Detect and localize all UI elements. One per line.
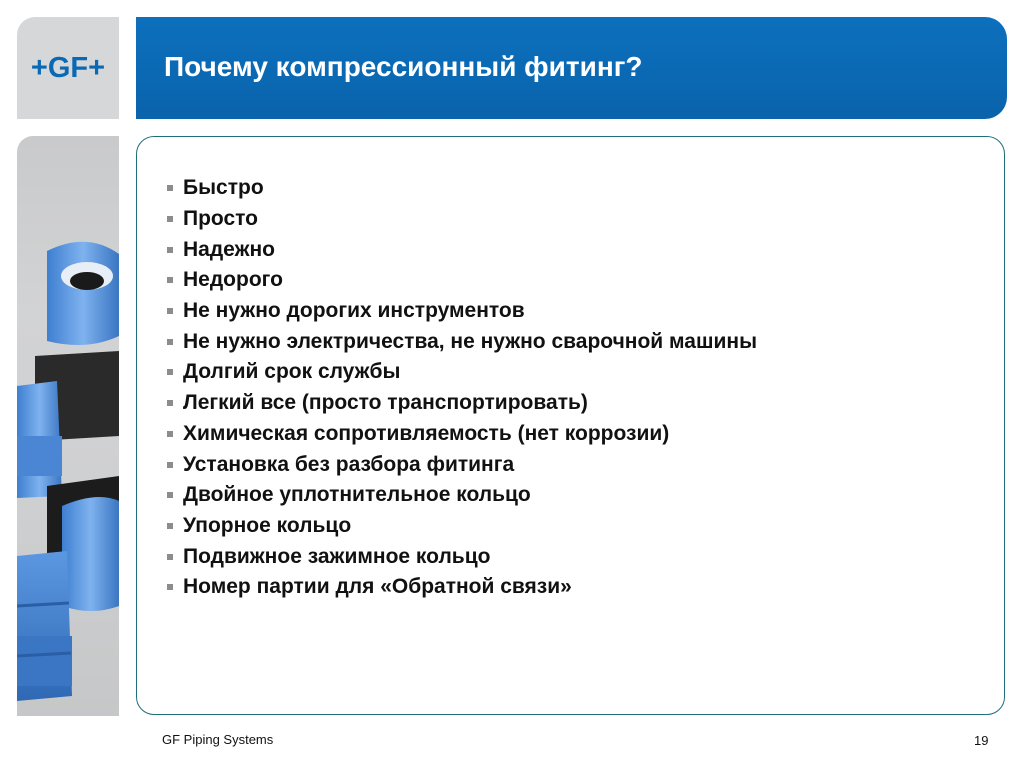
logo-tile [17,17,119,119]
list-item [167,541,757,572]
bullet-square-icon [167,185,173,191]
bullet-square-icon [167,400,173,406]
list-item [167,326,757,357]
page-number: 19 [974,733,989,748]
list-item-text: Долгий срок службы [183,360,401,384]
fittings-photo [17,136,119,716]
list-item-text: Установка без разбора фитинга [183,452,515,476]
list-item-text: Химическая сопротивляемость (нет коррозии) [183,421,670,445]
gf-logo: +GF+ [30,51,106,84]
list-item-text: Легкий все (просто транспортировать) [183,391,588,415]
list-item-text: Не нужно дорогих инструментов [183,299,525,323]
list-item [167,234,757,265]
bullet-square-icon [167,247,173,253]
footer-organization: GF Piping Systems [162,732,274,747]
list-item [167,511,757,542]
bullet-list [167,173,757,603]
list-item-text: Быстро [183,176,264,200]
bullet-square-icon [167,554,173,560]
bullet-square-icon [167,277,173,283]
list-item-text: Надежно [183,237,275,261]
list-item [167,480,757,511]
content-box [136,136,1005,715]
bullet-square-icon [167,339,173,345]
list-item-text: Номер партии для «Обратной связи» [183,575,572,599]
bullet-square-icon [167,369,173,375]
list-item-text: Просто [183,207,258,231]
list-item [167,173,757,204]
list-item [167,388,757,419]
list-item [167,357,757,388]
list-item [167,265,757,296]
list-item-text: Упорное кольцо [183,513,352,537]
title-bar [136,17,1007,119]
page-title: Почему компрессионный фитинг? [164,51,643,82]
bullet-square-icon [167,462,173,468]
bullet-square-icon [167,308,173,314]
list-item [167,204,757,235]
bullet-square-icon [167,431,173,437]
list-item-text: Двойное уплотнительное кольцо [183,483,531,507]
bullet-square-icon [167,523,173,529]
bullet-square-icon [167,584,173,590]
bullet-square-icon [167,492,173,498]
list-item [167,449,757,480]
list-item [167,296,757,327]
bullet-square-icon [167,216,173,222]
list-item-text: Не нужно электричества, не нужно сварочной машины [183,329,758,353]
list-item-text: Подвижное зажимное кольцо [183,544,491,568]
list-item [167,419,757,450]
fittings-illustration [17,136,119,716]
list-item [167,572,757,603]
list-item-text: Недорого [183,268,283,292]
